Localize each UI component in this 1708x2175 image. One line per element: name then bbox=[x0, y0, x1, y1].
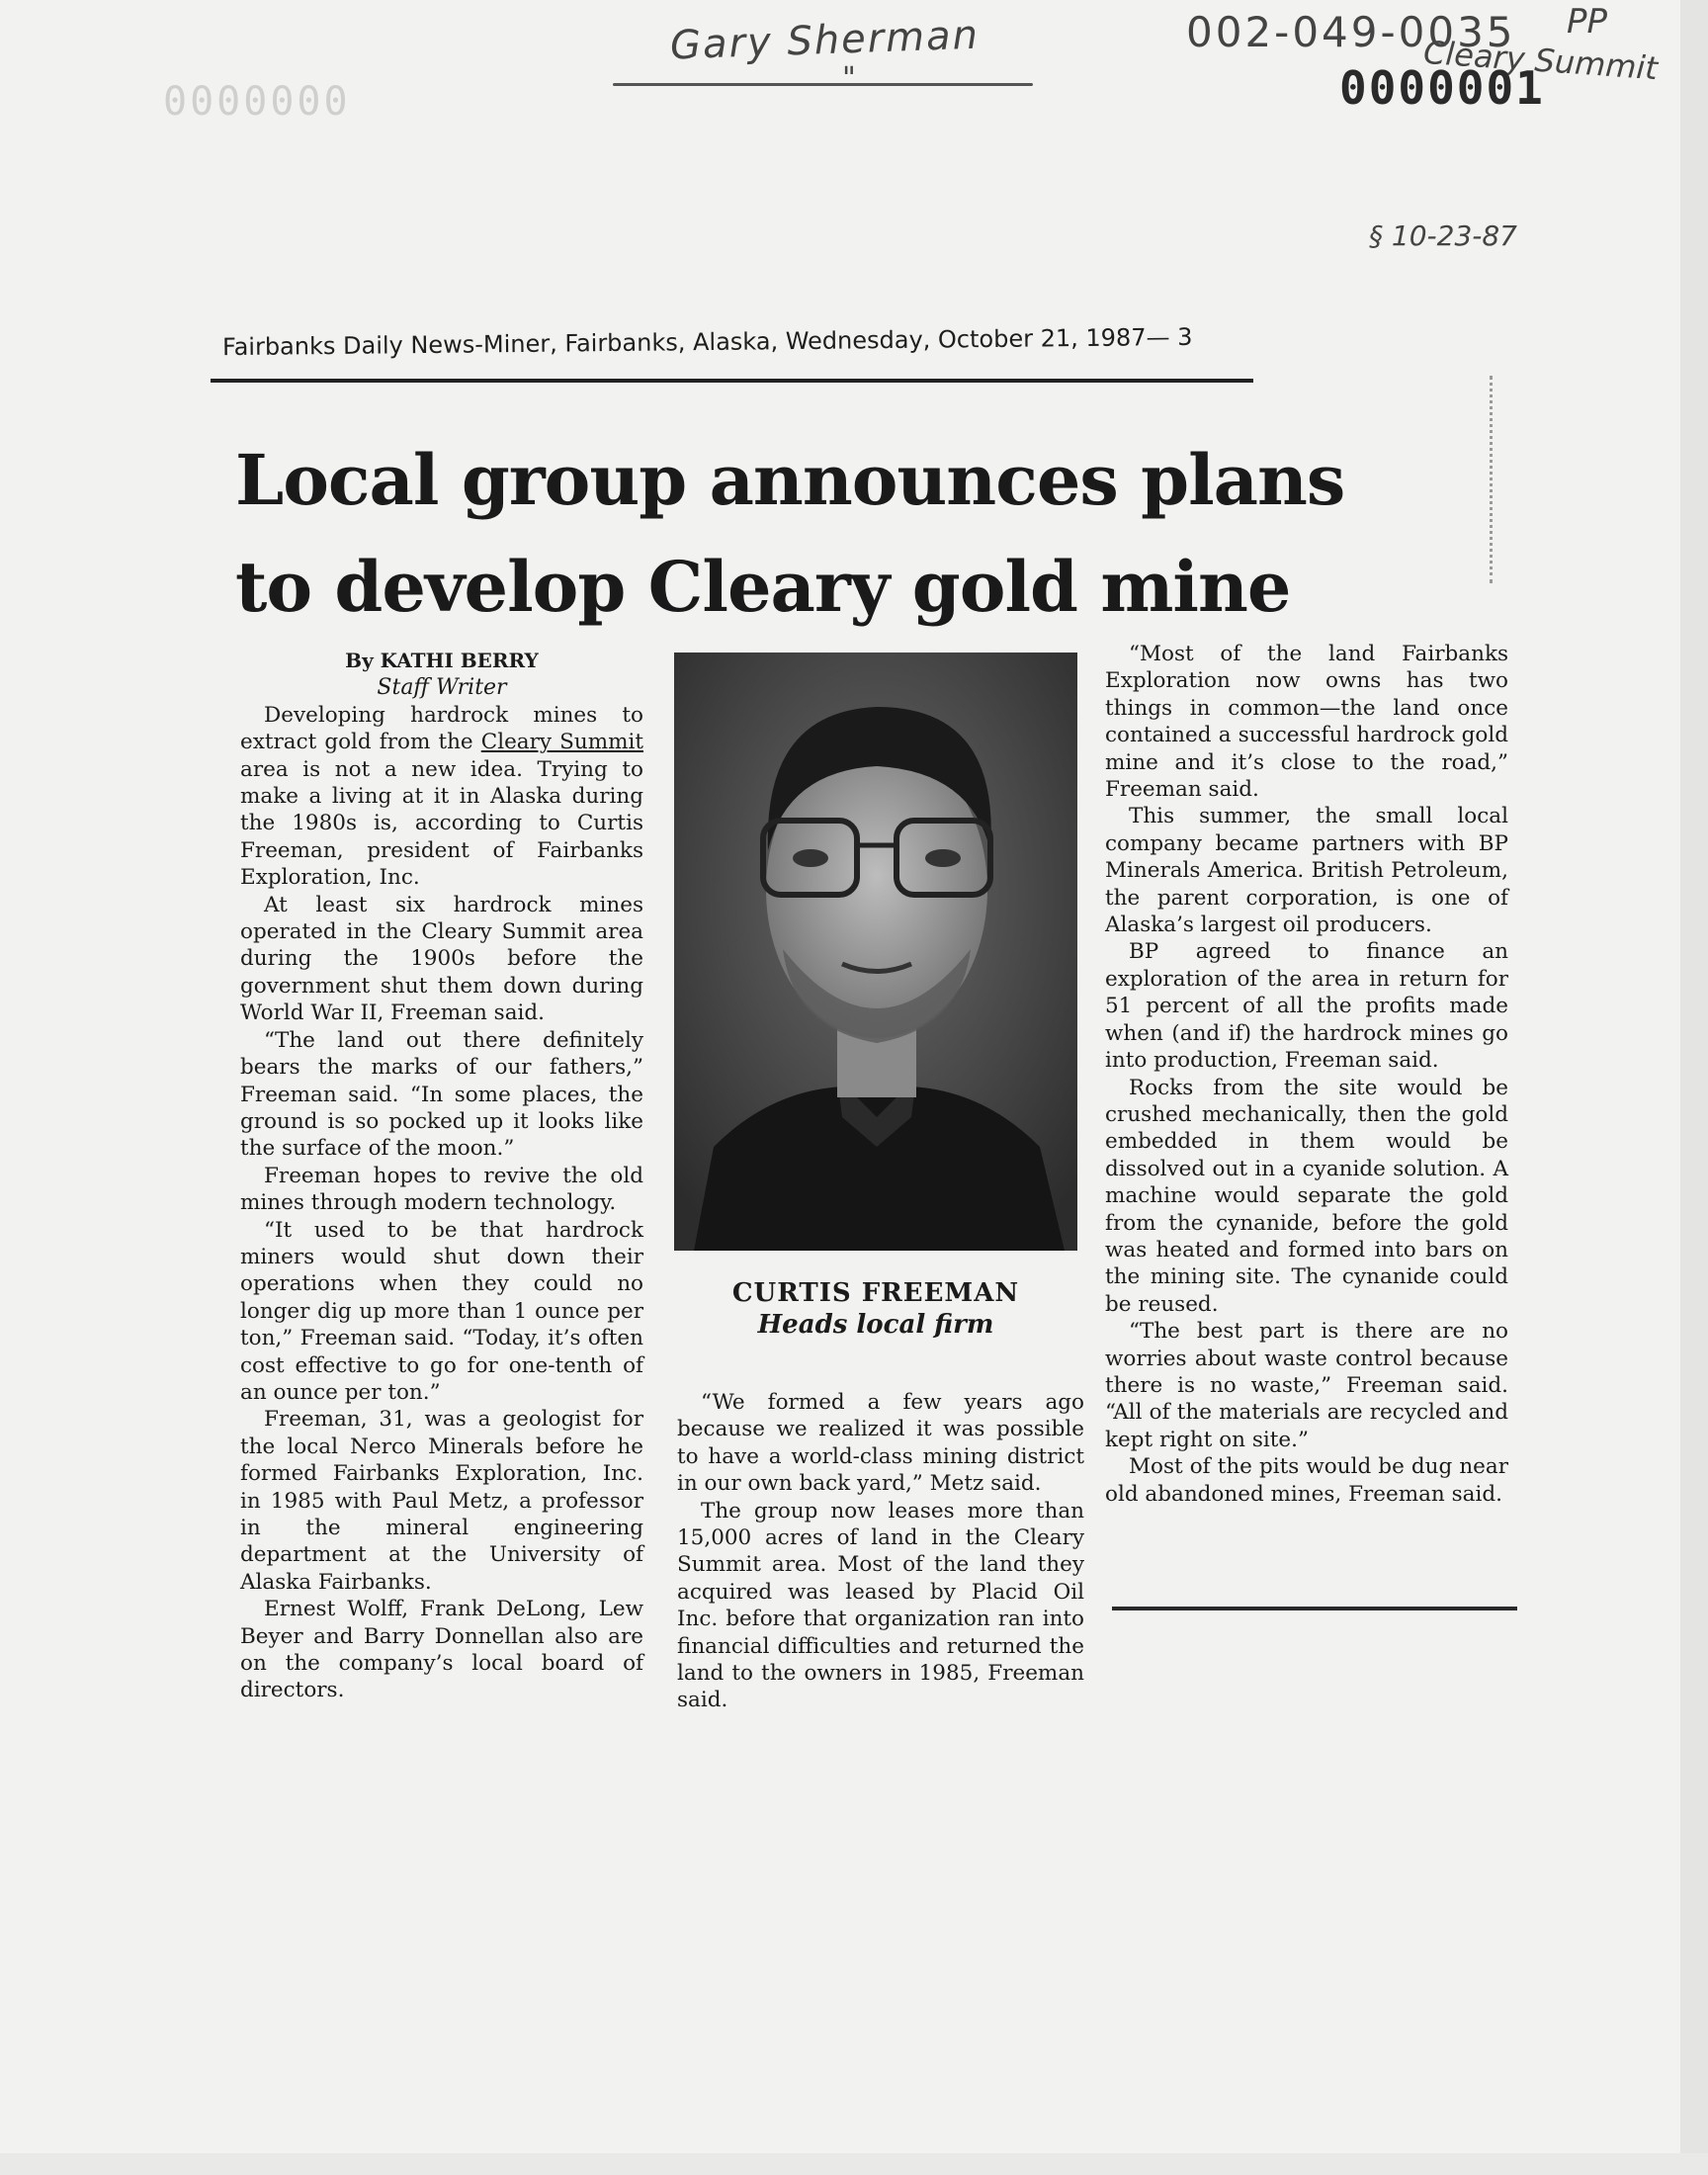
paragraph: “The land out there definitely bears the marks of our fathers,” Freeman said. “In some places, the ground is so pocked up it looks like the surface of the moon.” bbox=[240, 1027, 643, 1162]
headline bbox=[235, 427, 1421, 641]
photo-caption-name: CURTIS FREEMAN bbox=[731, 1278, 1020, 1308]
paragraph: Most of the pits would be dug near old abandoned mines, Freeman said. bbox=[1105, 1454, 1508, 1507]
paragraph: “The best part is there are no worries about waste control because there is no waste,” Freeman said. “All of the materials are recycled and kept right on site.” bbox=[1105, 1319, 1508, 1452]
paragraph: Rocks from the site would be crushed mechanically, then the gold embedded in them would be dissolved out in a cyanide solution. A machine would separate the gold from the cynanide, before the gold was heated and formed into bars on the mining site. The cynanide could be reused. bbox=[1105, 1075, 1508, 1317]
photo-caption-role: Heads local firm bbox=[757, 1310, 994, 1340]
portrait-photo bbox=[674, 652, 1077, 1251]
underlined-place: Cleary Summit bbox=[480, 730, 643, 755]
article-end-rule bbox=[1112, 1607, 1517, 1610]
paragraph: Ernest Wolff, Frank DeLong, Lew Beyer and Barry Donnellan also are on the company’s local board of directors. bbox=[240, 1597, 643, 1703]
paragraph: The group now leases more than 15,000 acres of land in the Cleary Summit area. Most of the land they acquired was leased by Placid Oil Inc. before that organization ran into financial difficulties and returned the land to the owners in 1985, Freeman said. bbox=[677, 1498, 1084, 1713]
portrait-illustration bbox=[674, 652, 1077, 1251]
headline-line-2: to develop Cleary gold mine bbox=[235, 546, 1291, 628]
paragraph: “Most of the land Fairbanks Exploration now owns has two things in common—the land once contained a successful hardrock gold mine and it’s close to the road,” Freeman said. bbox=[1105, 642, 1508, 803]
handwritten-file-number: 002-049-0035 bbox=[1186, 8, 1516, 56]
handwritten-name: Gary Sherman bbox=[669, 12, 981, 69]
paragraph bbox=[240, 702, 643, 892]
paragraph: “We formed a few years ago because we realized it was possible to have a world-class mining district in our own back yard,” Metz said. bbox=[677, 1390, 1084, 1497]
scan-edge-bottom bbox=[0, 2153, 1708, 2175]
scan-edge bbox=[1680, 0, 1708, 2175]
paragraph-text: Developing hardrock mines to extract gold from the bbox=[240, 702, 643, 755]
handwritten-underline bbox=[613, 83, 1033, 86]
paragraph: Freeman, 31, was a geologist for the local Nerco Minerals before he formed Fairbanks Exploration, Inc. in 1985 with Paul Metz, a professor in the mineral engineering department at the University of Alaska Fairbanks. bbox=[240, 1407, 643, 1595]
byline: By KATHI BERRY bbox=[345, 649, 539, 672]
faint-stamp: 0000000 bbox=[163, 79, 351, 125]
paragraph: BP agreed to finance an exploration of the area in return for 51 percent of all the profits made when (and if) the hardrock mines go into production, Freeman said. bbox=[1105, 939, 1508, 1074]
headline-line-1: Local group announces plans bbox=[235, 439, 1345, 521]
article-column-1 bbox=[240, 648, 643, 1704]
paragraph: “It used to be that hardrock miners would shut down their operations when they could no longer dig up more than 1 ounce per ton,” Freeman said. “Today, it’s often cost effective to go for one-tenth of an ounce per ton.” bbox=[240, 1217, 643, 1405]
handwritten-ditto: " bbox=[842, 61, 856, 96]
dateline-rule bbox=[211, 379, 1253, 383]
handwritten-date: § 10-23-87 bbox=[1369, 219, 1517, 252]
article-column-2 bbox=[677, 1389, 1084, 1714]
document-stamp-number: 0000001 bbox=[1339, 61, 1545, 115]
margin-dots bbox=[1490, 376, 1496, 583]
newspaper-dateline: Fairbanks Daily News-Miner, Fairbanks, Alaska, Wednesday, October 21, 1987— 3 bbox=[221, 322, 1193, 362]
paragraph-text: area is not a new idea. Trying to make a living at it in Alaska during the 1980s is, according to Curtis Freeman, president of Fairbanks Exploration, Inc. bbox=[240, 756, 643, 891]
paragraph: Freeman hopes to revive the old mines through modern technology. bbox=[240, 1163, 643, 1216]
paragraph: At least six hardrock mines operated in the Cleary Summit area during the 1900s before the government shut them down during World War II, Freeman said. bbox=[240, 892, 643, 1026]
paragraph: This summer, the small local company became partners with BP Minerals America. British Petroleum, the parent corporation, is one of Alaska’s largest oil producers. bbox=[1105, 804, 1508, 938]
byline-title: Staff Writer bbox=[377, 675, 507, 701]
article-column-3 bbox=[1105, 641, 1508, 1508]
handwritten-pp: PP bbox=[1567, 2, 1608, 42]
handwritten-summit-note: Cleary Summit bbox=[1421, 33, 1660, 88]
